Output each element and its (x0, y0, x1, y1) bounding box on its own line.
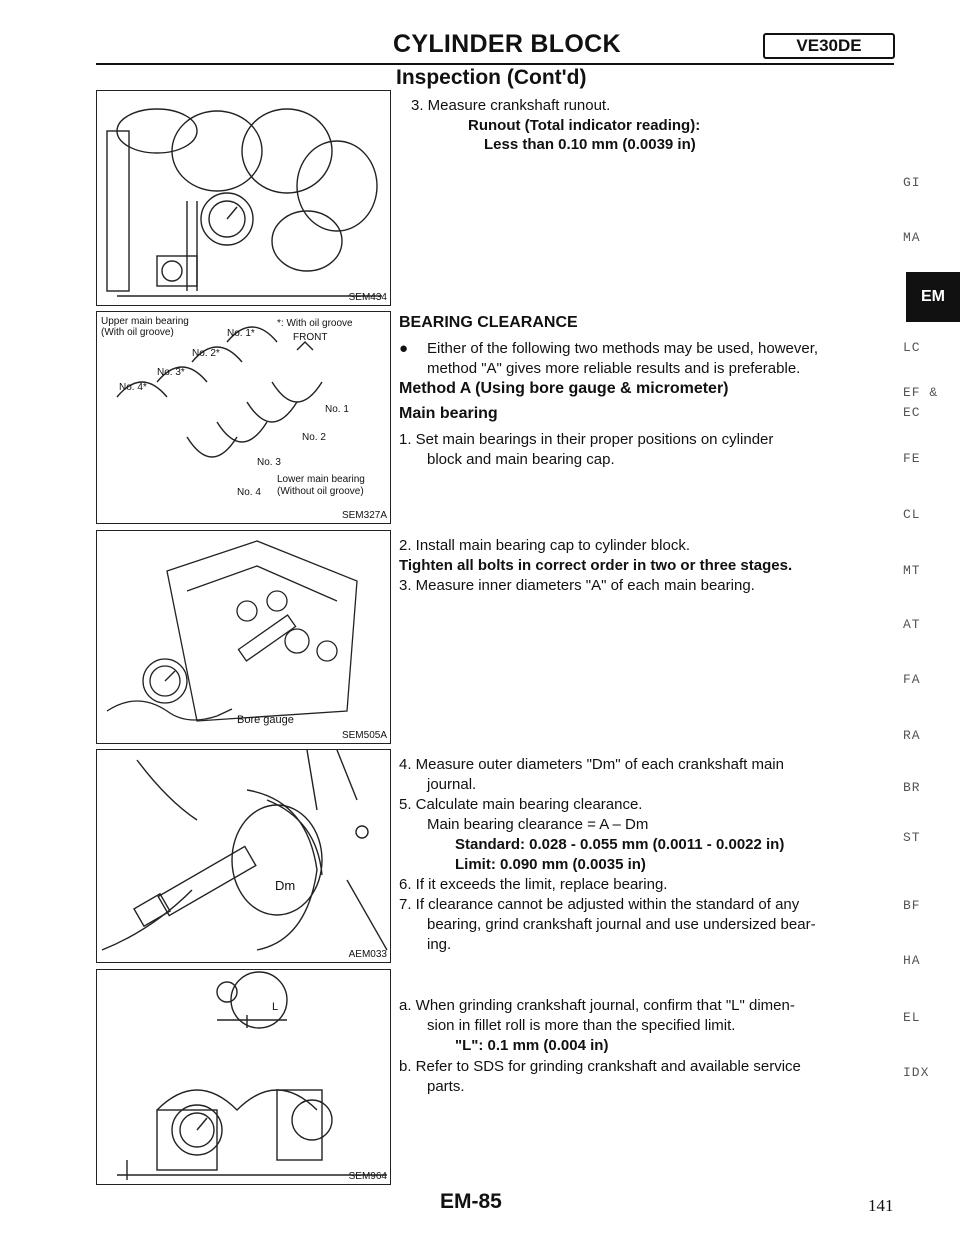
tighten-note: Tighten all bolts in correct order in two or three stages. (399, 557, 793, 574)
tab-em[interactable]: EM (906, 272, 960, 322)
figure-bore-gauge (96, 530, 391, 744)
tab-mt[interactable]: MT (903, 563, 921, 578)
bullet-line-2: method "A" gives more reliable results and is preferable. (427, 360, 801, 377)
runout-spec-value: Less than 0.10 mm (0.0039 in) (484, 136, 696, 153)
figure-micrometer (96, 749, 391, 963)
tab-ra[interactable]: RA (903, 728, 921, 743)
tab-idx[interactable]: IDX (903, 1065, 930, 1080)
clearance-formula: Main bearing clearance = A – Dm (427, 816, 649, 833)
limit-spec: Limit: 0.090 mm (0.0035 in) (455, 856, 646, 873)
tab-ha[interactable]: HA (903, 953, 921, 968)
figure-code: SEM505A (341, 730, 387, 741)
note-b-line-1: b. Refer to SDS for grinding crankshaft and available service (399, 1058, 801, 1075)
runout-step: 3. Measure crankshaft runout. (411, 97, 611, 114)
tab-fa[interactable]: FA (903, 672, 921, 687)
step3: 3. Measure inner diameters "A" of each main bearing. (399, 577, 755, 594)
step5: 5. Calculate main bearing clearance. (399, 796, 643, 813)
engine-badge: VE30DE (763, 33, 895, 59)
dm-label: Dm (275, 878, 296, 893)
bullet-dot: ● (399, 340, 409, 357)
method-a-heading: Method A (Using bore gauge & micrometer) (399, 380, 729, 397)
standard-spec: Standard: 0.028 - 0.055 mm (0.0011 - 0.0022 in) (455, 836, 785, 853)
upper-no3-label: No. 3* (157, 367, 185, 378)
bore-gauge-label: Bore gauge (237, 714, 294, 726)
tab-gi[interactable]: GI (903, 175, 921, 190)
step6: 6. If it exceeds the limit, replace bearing. (399, 876, 668, 893)
front-label: FRONT (293, 332, 328, 343)
section-subtitle: Inspection (Cont'd) (396, 66, 587, 89)
tab-st[interactable]: ST (903, 830, 921, 845)
crankshaft-runout-illustration (97, 91, 390, 305)
tab-lc[interactable]: LC (903, 340, 921, 355)
step1-line-1: 1. Set main bearings in their proper positions on cylinder (399, 431, 774, 448)
bearing-layout-illustration (97, 312, 390, 523)
page-number: 141 (868, 1196, 894, 1215)
lower-bearing-sublabel: (Without oil groove) (277, 486, 364, 497)
upper-bearing-sublabel: (With oil groove) (101, 327, 174, 338)
lower-no3-label: No. 3 (257, 457, 281, 468)
tab-ec[interactable]: EC (903, 405, 921, 420)
lower-no1-label: No. 1 (325, 404, 349, 415)
note-b-line-2: parts. (427, 1078, 465, 1095)
upper-no2-label: No. 2* (192, 348, 220, 359)
bullet-line-1: Either of the following two methods may be used, however, (427, 340, 819, 357)
figure-fillet-roll (96, 969, 391, 1185)
figure-crankshaft-runout (96, 90, 391, 306)
fillet-roll-illustration (97, 970, 390, 1184)
note-a-line-2: sion in fillet roll is more than the specified limit. (427, 1017, 736, 1034)
tab-cl[interactable]: CL (903, 507, 921, 522)
micrometer-illustration (97, 750, 390, 962)
lower-bearing-label: Lower main bearing (277, 474, 365, 485)
runout-spec-label: Runout (Total indicator reading): (468, 117, 701, 134)
upper-no1-label: No. 1* (227, 328, 255, 339)
figure-code: SEM964 (348, 1171, 387, 1182)
footer-section-code: EM-85 (440, 1190, 502, 1213)
step1-line-2: block and main bearing cap. (427, 451, 615, 468)
step2: 2. Install main bearing cap to cylinder block. (399, 537, 690, 554)
tab-fe[interactable]: FE (903, 451, 921, 466)
figure-bearing-layout (96, 311, 391, 524)
step7-line-3: ing. (427, 936, 452, 953)
main-bearing-heading: Main bearing (399, 405, 498, 422)
tab-bf[interactable]: BF (903, 898, 921, 913)
step7-line-2: bearing, grind crankshaft journal and use undersized bear- (427, 916, 816, 933)
tab-br[interactable]: BR (903, 780, 921, 795)
upper-bearing-label: Upper main bearing (101, 316, 189, 327)
note-a-line-1: a. When grinding crankshaft journal, confirm that "L" dimen- (399, 997, 795, 1014)
upper-no4-label: No. 4* (119, 382, 147, 393)
step4-line-2: journal. (427, 776, 477, 793)
oil-groove-legend: *: With oil groove (277, 318, 353, 329)
note-a-spec: "L": 0.1 mm (0.004 in) (455, 1037, 609, 1054)
figure-code: SEM434 (348, 292, 387, 303)
tab-el[interactable]: EL (903, 1010, 921, 1025)
bore-gauge-illustration (97, 531, 390, 743)
page-title: CYLINDER BLOCK (393, 30, 621, 58)
step4-line-1: 4. Measure outer diameters "Dm" of each crankshaft main (399, 756, 784, 773)
tab-ma[interactable]: MA (903, 230, 921, 245)
figure-code: SEM327A (341, 510, 387, 521)
lower-no2-label: No. 2 (302, 432, 326, 443)
figure-code: AEM033 (348, 949, 387, 960)
bearing-clearance-heading: BEARING CLEARANCE (399, 314, 578, 331)
tab-at[interactable]: AT (903, 617, 921, 632)
lower-no4-label: No. 4 (237, 487, 261, 498)
tab-ef[interactable]: EF & (903, 385, 939, 400)
step7-line-1: 7. If clearance cannot be adjusted within the standard of any (399, 896, 800, 913)
l-dimension-label: L (272, 1001, 279, 1013)
header-rule (96, 63, 894, 65)
